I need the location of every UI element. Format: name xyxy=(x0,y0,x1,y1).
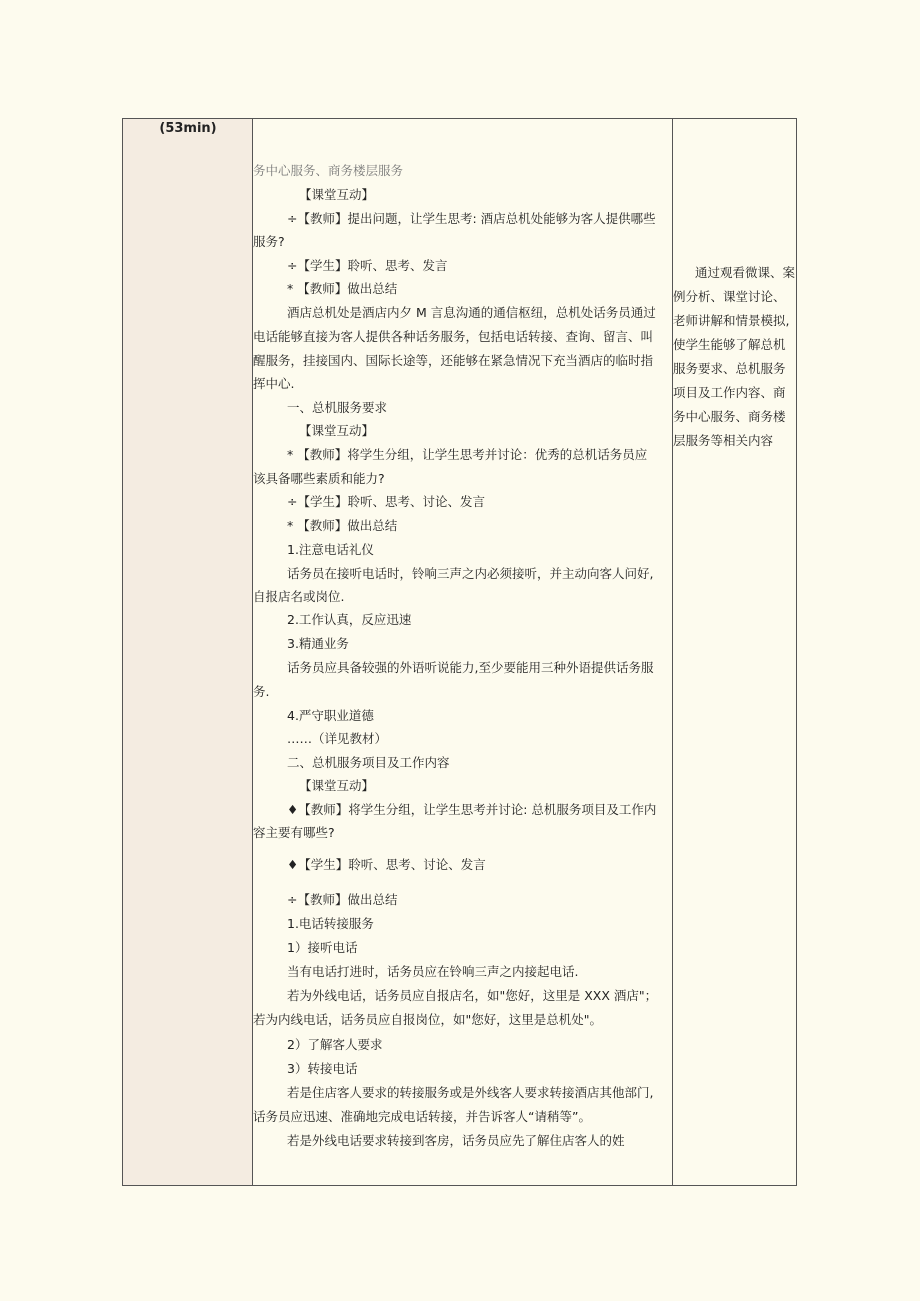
content-line: 酒店总机处是酒店内夕 M 言息沟通的通信枢纽，总机处话务员通过 xyxy=(287,305,656,320)
objective-line: 使学生能够了解总机 xyxy=(673,337,786,352)
objective-line: 项目及工作内容、商 xyxy=(673,385,786,400)
content-line: 话务员应迅速、准确地完成电话转接，并告诉客人“请稍等”。 xyxy=(253,1109,591,1124)
content-line: ♦【学生】聆听、思考、讨论、发言 xyxy=(287,857,486,872)
content-line: 【课堂互动】 xyxy=(299,423,375,438)
content-line: * 【教师】做出总结 xyxy=(287,518,398,533)
content-line: ÷【学生】聆听、思考、发言 xyxy=(287,258,448,273)
content-line: 服务? xyxy=(253,234,285,249)
content-line: 【课堂互动】 xyxy=(299,187,375,202)
content-line: 1.电话转接服务 xyxy=(287,916,374,931)
content-line: 【课堂互动】 xyxy=(299,778,375,793)
lesson-table xyxy=(122,118,797,1186)
content-line: ÷【教师】提出问题，让学生思考: 酒店总机处能够为客人提供哪些 xyxy=(287,211,656,226)
content-line: ÷【学生】聆听、思考、讨论、发言 xyxy=(287,494,485,509)
content-line: 话务员应具备较强的外语听说能力,至少要能用三种外语提供话务服 xyxy=(287,660,654,675)
content-line: 话务员在接听电话时，铃响三声之内必须接听，并主动向客人问好, xyxy=(287,566,654,581)
content-line: 若为外线电话，话务员应自报店名，如"您好，这里是 XXX 酒店"； xyxy=(287,988,658,1003)
content-line: 2.工作认真，反应迅速 xyxy=(287,612,412,627)
duration-label: (53min) xyxy=(159,121,217,136)
objective-line: 例分析、课堂讨论、 xyxy=(673,289,786,304)
content-line: * 【教师】做出总结 xyxy=(287,281,398,296)
content-line: ……（详见教材） xyxy=(287,731,388,746)
content-line: 一、总机服务要求 xyxy=(287,400,388,415)
content-line: 电话能够直接为客人提供各种话务服务，包括电话转接、查询、留言、叫 xyxy=(253,329,654,344)
objective-line: 层服务等相关内容 xyxy=(673,433,774,448)
content-line: 该具备哪些素质和能力? xyxy=(253,471,385,486)
content-line: 务中心服务、商务楼层服务 xyxy=(253,163,404,178)
content-line: ♦【教师】将学生分组，让学生思考并讨论: 总机服务项目及工作内 xyxy=(287,802,657,817)
objective-column xyxy=(673,119,796,1185)
content-line: 醒服务，挂接国内、国际长途等，还能够在紧急情况下充当酒店的临时指 xyxy=(253,353,654,368)
content-line: 1）接听电话 xyxy=(287,940,358,955)
content-line: * 【教师】将学生分组，让学生思考并讨论：优秀的总机话务员应 xyxy=(287,447,648,462)
content-line: 挥中心. xyxy=(253,376,295,391)
content-line: 3.精通业务 xyxy=(287,636,349,651)
content-line: 容主要有哪些? xyxy=(253,825,335,840)
content-line: 务. xyxy=(253,684,270,699)
content-column xyxy=(253,119,673,1185)
content-line: 若是外线电话要求转接到客房，话务员应先了解住店客人的姓 xyxy=(287,1133,625,1148)
content-line: 2）了解客人要求 xyxy=(287,1037,383,1052)
objective-line: 服务要求、总机服务 xyxy=(673,361,786,376)
time-column xyxy=(123,119,253,1185)
content-line: 二、总机服务项目及工作内容 xyxy=(287,755,450,770)
objective-line: 务中心服务、商务楼 xyxy=(673,409,786,424)
content-line: 当有电话打进时，话务员应在铃响三声之内接起电话. xyxy=(287,964,579,979)
objective-line: 通过观看微课、案 xyxy=(695,265,796,280)
content-line: 4.严守职业道德 xyxy=(287,708,374,723)
content-line: 若为内线电话，话务员应自报岗位，如"您好，这里是总机处"。 xyxy=(253,1012,603,1027)
content-line: 若是住店客人要求的转接服务或是外线客人要求转接酒店其他部门, xyxy=(287,1085,654,1100)
content-line: 3）转接电话 xyxy=(287,1061,358,1076)
objective-line: 老师讲解和情景模拟, xyxy=(673,313,790,328)
content-line: ÷【教师】做出总结 xyxy=(287,892,398,907)
content-line: 1.注意电话礼仪 xyxy=(287,542,374,557)
content-line: 自报店名或岗位. xyxy=(253,589,345,604)
